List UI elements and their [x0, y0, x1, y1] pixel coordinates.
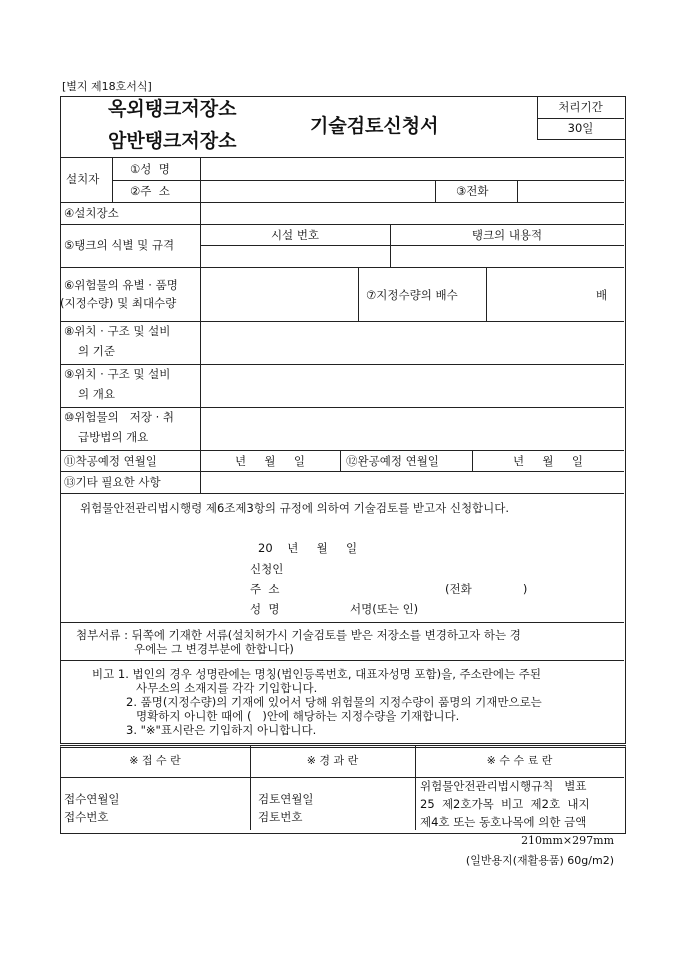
note-2b: 명확하지 아니한 때에 ( )안에 해당하는 지정수량을 기재합니다. [136, 709, 460, 723]
installer-name-label: ①성 명 [130, 162, 170, 176]
declaration-date: 20 년 월 일 [258, 541, 358, 555]
applicant-label: 신청인 [250, 562, 284, 576]
review-date-label: 검토연월일 [258, 792, 314, 806]
declaration-text: 위험물안전관리법시행령 제6조제3항의 규정에 의하여 기술검토를 받고자 신청합니다. [80, 501, 510, 515]
overview-label-2: 의 개요 [78, 387, 115, 401]
paper-type: (일반용지(재활용품) 60g/m2) [465, 854, 614, 867]
fee-line3: 제4호 또는 동호나목에 의한 금액 [420, 815, 587, 829]
overview-label-1: ⑨위치 · 구조 및 설비 [64, 367, 171, 381]
hazard-label-2: (지정수량) 및 최대수량 [60, 296, 177, 310]
attachment-line1: 첨부서류 : 뒤쪽에 기재한 서류(설치허가시 기술검토를 받은 저장소를 변경하고자 하는 경 [76, 628, 521, 642]
applicant-phone-label: (전화 ) [445, 582, 528, 596]
fee-header: ※ 수 수 료 란 [486, 754, 553, 767]
attachment-line2: 우에는 그 변경부분에 한합니다) [134, 642, 294, 656]
fee-line1: 위험물안전관리법시행규칙 별표 [420, 779, 587, 793]
paper-size: 210mm×297mm [521, 834, 614, 847]
signature-label: 서명(또는 인) [350, 602, 419, 616]
page-title: 기술검토신청서 [310, 115, 439, 137]
review-header: ※ 경 과 란 [306, 754, 359, 767]
note-2a: 2. 품명(지정수량)의 기재에 있어서 당해 위험물의 지정수량이 품명의 기재만으로는 [126, 695, 542, 709]
receipt-no-label: 접수번호 [64, 810, 109, 824]
tank-label: ⑤탱크의 식별 및 규격 [64, 238, 175, 252]
applicant-name-label: 성 명 [250, 602, 280, 616]
processing-label: 처리기간 [558, 100, 603, 114]
location-label: ④설치장소 [64, 206, 119, 220]
standard-label-2: 의 기준 [78, 344, 115, 358]
form-number: [별지 제18호서식] [62, 80, 152, 93]
storage-label-2: 급방법의 개요 [78, 430, 149, 444]
receipt-header: ※ 접 수 란 [129, 754, 181, 767]
hazard-label-1: ⑥위험물의 유별 · 품명 [64, 278, 178, 292]
title-line1: 옥외탱크저장소 [108, 98, 237, 120]
fee-line2: 25 제2호가목 비고 제2호 내지 [420, 797, 590, 811]
review-no-label: 검토번호 [258, 810, 303, 824]
storage-label-1: ⑩위험물의 저장 · 취 [64, 410, 175, 424]
multiple-label: ⑦지정수량의 배수 [366, 288, 458, 302]
tank-facility-no-header: 시설 번호 [270, 228, 320, 242]
start-date-label: ⑪착공예정 연월일 [64, 454, 157, 468]
standard-label-1: ⑧위치 · 구조 및 설비 [64, 324, 171, 338]
start-date-field[interactable]: 년 월 일 [235, 454, 305, 468]
finish-date-field[interactable]: 년 월 일 [513, 454, 583, 468]
tank-capacity-header: 탱크의 내용적 [471, 228, 543, 242]
note-1b: 사무소의 소재지를 각각 기입합니다. [136, 681, 318, 695]
multiple-unit: 배 [596, 288, 608, 302]
title-line2: 암반탱크저장소 [108, 130, 237, 152]
installer-label: 설치자 [66, 172, 100, 186]
finish-date-label: ⑫완공예정 연월일 [346, 454, 439, 468]
processing-value: 30일 [567, 121, 594, 135]
receipt-date-label: 접수연월일 [64, 792, 120, 806]
other-label: ⑬기타 필요한 사항 [64, 475, 161, 489]
installer-phone-label: ③전화 [456, 184, 489, 198]
installer-address-label: ②주 소 [130, 184, 170, 198]
note-1a: 비고 1. 법인의 경우 성명란에는 명칭(법인등록번호, 대표자성명 포함)을, 주소란에는 주된 [92, 667, 541, 681]
applicant-address-label: 주 소 [250, 582, 280, 596]
note-3: 3. "※"표시란은 기입하지 아니합니다. [126, 723, 317, 737]
